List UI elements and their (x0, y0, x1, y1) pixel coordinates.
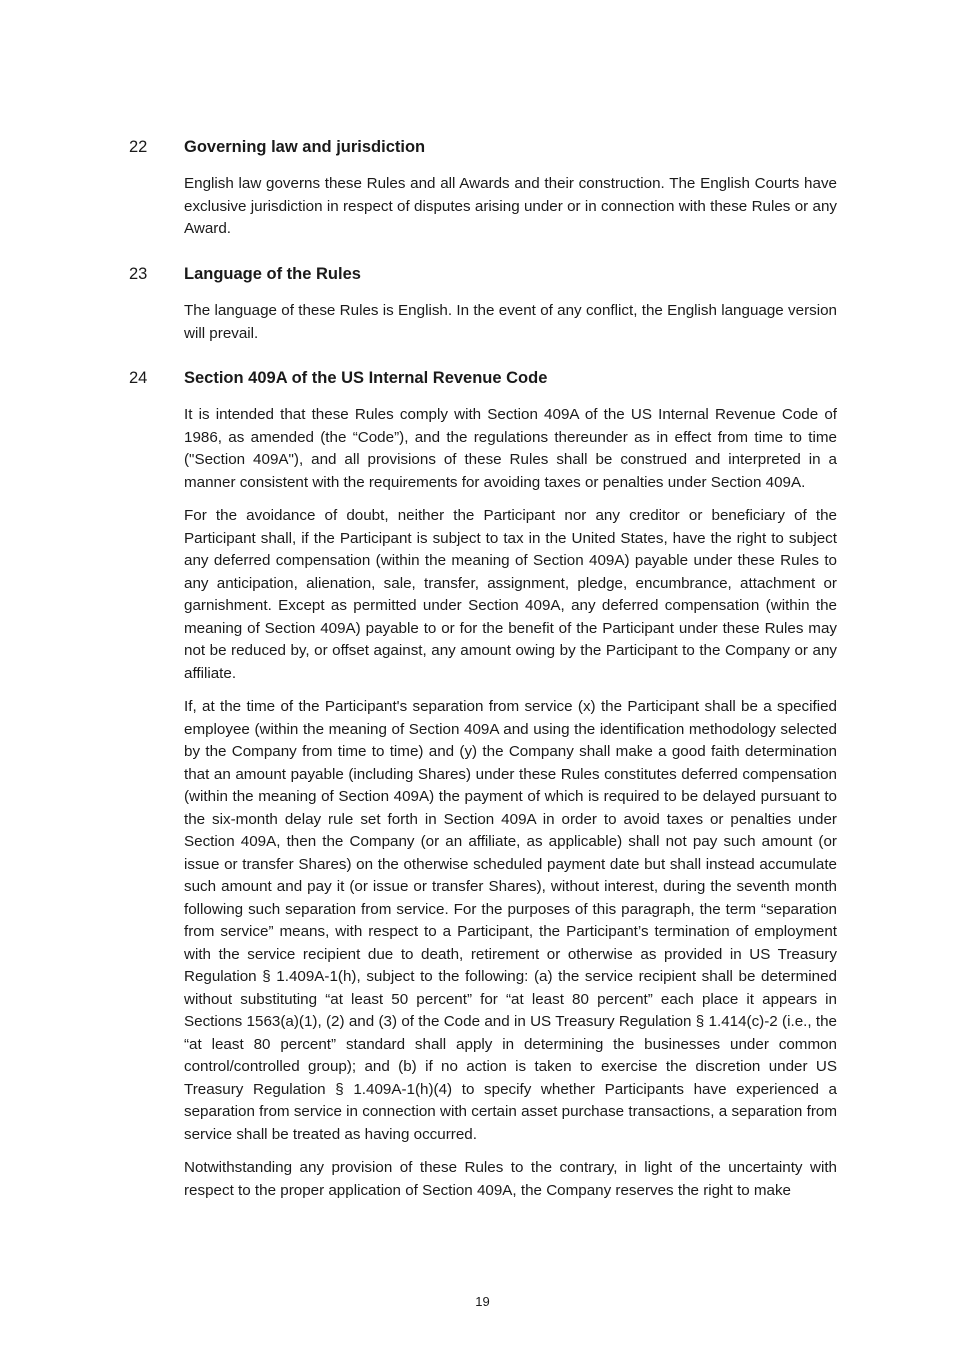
section-heading (129, 265, 837, 287)
page-number: 19 (475, 1294, 490, 1309)
section-title: Governing law and jurisdiction (184, 138, 426, 156)
section-number: 22 (129, 138, 148, 156)
section-paragraph: Notwithstanding any provision of these Rules to the contrary, in light of the uncertainty with respect to the proper application of Section 409A, the Company reserves the right to make (184, 1159, 837, 1199)
section-22 (129, 138, 837, 252)
section-heading (129, 138, 837, 160)
section-title: Section 409A of the US Internal Revenue Code (184, 369, 548, 387)
section-24 (129, 369, 837, 1213)
section-paragraph: The language of these Rules is English. In the event of any conflict, the English language version will prevail. (184, 302, 837, 342)
section-paragraph: For the avoidance of doubt, neither the Participant nor any creditor or beneficiary of the Participant shall, if the Participant is subject to tax in the United States, have the right to subject any deferred compensation (within the meaning of Section 409A) payable under these Rules to any anticipation, alienation, sale, transfer, assignment, pledge, encumbrance, attachment or garnishment. Except as permitted under Section 409A, any deferred compensation (within the meaning of Section 409A) payable to or for the benefit of the Participant under these Rules may not be reduced by, or offset against, any amount owing by the Participant to the Company or any affiliate. (184, 507, 837, 682)
section-paragraph: English law governs these Rules and all Awards and their construction. The English Courts have exclusive jurisdiction in respect of disputes arising under or in connection with these Rules or any Award. (184, 175, 837, 237)
section-title: Language of the Rules (184, 265, 361, 283)
section-paragraph: If, at the time of the Participant's separation from service (x) the Participant shall be a specified employee (within the meaning of Section 409A and using the identification methodology selected by the Company from time to time) and (y) the Company shall make a good faith determination that an amount payable (including Shares) under these Rules constitutes deferred compensation (within the meaning of Section 409A) the payment of which is required to be delayed pursuant to the six-month delay rule set forth in Section 409A in order to avoid taxes or penalties under Section 409A, then the Company (or an affiliate, as applicable) shall not pay such amount (or issue or transfer Shares) on the otherwise scheduled payment date but shall instead accumulate such amount and pay it (or issue or transfer Shares), without interest, during the seventh month following such separation from service. For the purposes of this paragraph, the term “separation from service” means, with respect to a Participant, the Participant’s termination of employment with the service recipient due to death, retirement or otherwise as provided in US Treasury Regulation § 1.409A-1(h), subject to the following: (a) the service recipient shall be determined without substituting “at least 50 percent” for “at least 80 percent” each place it appears in Sections 1563(a)(1), (2) and (3) of the Code and in US Treasury Regulation § 1.414(c)-2 (i.e., the “at least 80 percent” standard shall apply in determining the businesses under common control/controlled group); and (b) if no action is taken to exercise the discretion under US Treasury Regulation § 1.409A-1(h)(4) to specify whether Participants have experienced a separation from service in connection with certain asset purchase transactions, a separation from service shall be treated as having occurred. (184, 698, 837, 1143)
section-number: 23 (129, 265, 148, 283)
section-paragraph: It is intended that these Rules comply with Section 409A of the US Internal Revenue Code of 1986, as amended (the “Code”), and the regulations thereunder as in effect from time to time ("Section 409A"), and all provisions of these Rules shall be construed and interpreted in a manner consistent with the requirements for avoiding taxes or penalties under Section 409A. (184, 406, 837, 491)
section-number: 24 (129, 369, 148, 387)
section-23 (129, 265, 837, 356)
section-heading (129, 369, 837, 391)
